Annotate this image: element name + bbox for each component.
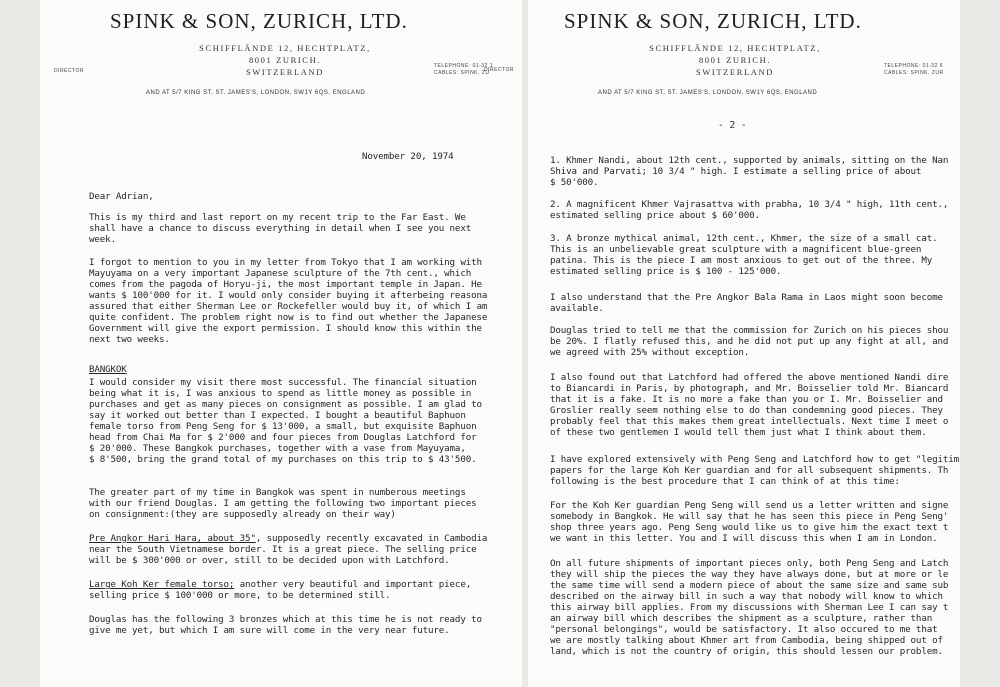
paragraph-line: that it is a fake. It is no more a fake than you or I. Mr. Boisselier and xyxy=(550,394,943,405)
item-line: estimated selling price about $ 60'000. xyxy=(550,210,760,221)
salutation: Dear Adrian, xyxy=(89,191,154,202)
letter-page-1 xyxy=(40,0,522,687)
letterhead-firm-name: SPINK & SON, ZURICH, LTD. xyxy=(110,9,408,33)
paragraph-line: we agreed with 25% without exception. xyxy=(550,347,750,358)
paragraph-line: I also understand that the Pre Angkor Bala Rama in Laos might soon become xyxy=(550,292,943,303)
paragraph-line: to Biancardi in Paris, by photograph, and Mr. Boisselier told Mr. Biancard xyxy=(550,383,949,394)
item-line: patina. This is the piece I am most anxious to get out of the three. My xyxy=(550,255,933,266)
paragraph-line: papers for the large Koh Ker guardian and for all subsequent shipments. Th xyxy=(550,465,949,476)
letterhead-address-1: SCHIFFLÄNDE 12, HECHTPLATZ, xyxy=(199,43,371,53)
item2-line xyxy=(89,579,471,590)
paragraph-line: we want in this letter. You and I will discuss this when I am in London. xyxy=(550,533,938,544)
letter-date: November 20, 1974 xyxy=(362,151,454,162)
para2-line: I forgot to mention to you in my letter from Tokyo that I am working with xyxy=(89,257,482,268)
item-line: 1. Khmer Nandi, about 12th cent., supported by animals, sitting on the Nan xyxy=(550,155,949,166)
para3-line: purchases and get as many pieces on consignment as possible. I am glad to xyxy=(89,399,482,410)
paragraph-line: Douglas tried to tell me that the commission for Zurich on his pieces shou xyxy=(550,325,949,336)
paragraph-line: somebody in Bangkok. He will say that he has seen this piece in Peng Seng' xyxy=(550,511,949,522)
para5-line: give me yet, but which I am sure will come in the very near future. xyxy=(89,625,450,636)
paragraph-line: following is the best procedure that I can think of at this time: xyxy=(550,476,900,487)
paragraph-line: shop three years ago. Peng Seng would like us to give him the exact text t xyxy=(550,522,949,533)
item2-rest: another very beautiful and important piece, xyxy=(234,579,472,590)
paragraph-line: "personal belongings", would be satisfactory. It also occured to me that xyxy=(550,624,938,635)
para5-line: Douglas has the following 3 bronzes which at this time he is not ready to xyxy=(89,614,482,625)
para2-line: Government will give the export permission. I should know this within the xyxy=(89,323,482,334)
para2-line: assured that either Sherman Lee or Rockefeller would buy it, of which I am xyxy=(89,301,488,312)
letterhead-address-1: SCHIFFLÄNDE 12, HECHTPLATZ, xyxy=(649,43,821,53)
para2-line: comes from the pagoda of Horyu-ji, the most important temple in Japan. He xyxy=(89,279,482,290)
item-line: $ 50'000. xyxy=(550,177,599,188)
paragraph-line: we are mostly talking about Khmer art from Cambodia, being shipped out of xyxy=(550,635,943,646)
letterhead-address-3: SWITZERLAND xyxy=(695,67,775,77)
para2-line: next two weeks. xyxy=(89,334,170,345)
item-line: 2. A magnificent Khmer Vajrasattva with prabha, 10 3/4 " high, 11th cent., xyxy=(550,199,949,210)
para4-line: The greater part of my time in Bangkok was spent in numberous meetings xyxy=(89,487,466,498)
letterhead-address-3: SWITZERLAND xyxy=(245,67,325,77)
page-number: - 2 - xyxy=(718,120,747,131)
paragraph-line: they will ship the pieces the way they have always done, but at more or le xyxy=(550,569,949,580)
para2-line: Mayuyama on a very important Japanese sculpture of the 7th cent., which xyxy=(89,268,472,279)
item-line: 3. A bronze mythical animal, 12th cent., Khmer, the size of a small cat. xyxy=(550,233,938,244)
item1-line: will be $ 300'000 or over, still to be decided upon with Latchford. xyxy=(89,555,450,566)
letterhead-address-2: 8001 ZURICH. xyxy=(698,55,772,65)
paragraph-line: available. xyxy=(550,303,604,314)
para3-line: say it worked out better than I expected. I bought a beautiful Baphuon xyxy=(89,410,466,421)
paragraph-line: described on the airway bill in such a way that nobody will know to which xyxy=(550,591,943,602)
item-line: estimated selling price is $ 100 - 125'000. xyxy=(550,266,782,277)
paragraph-line: the same time will send a modern piece of about the same size and same sub xyxy=(550,580,949,591)
para1-line: This is my third and last report on my recent trip to the Far East. We xyxy=(89,212,466,223)
paragraph-line: this airway bill applies. From my discussions with Sherman Lee I can say t xyxy=(550,602,949,613)
director-label-right: DIRECTOR xyxy=(484,67,515,73)
telephone: TELEPHONE: 01-32 6 xyxy=(884,63,944,69)
para1-line: shall have a chance to discuss everything in detail when I see you next xyxy=(89,223,472,234)
director-label: DIRECTOR xyxy=(54,68,85,74)
paragraph-line: an airway bill which describes the shipment as a sculpture, rather than xyxy=(550,613,933,624)
letterhead-address-2: 8001 ZURICH. xyxy=(248,55,322,65)
london-address: AND AT 5/7 KING ST, ST. JAMES'S, LONDON, SW1Y 6QS, ENGLAND xyxy=(146,90,366,96)
item1-rest: , supposedly recently excavated in Cambodia xyxy=(255,533,488,544)
paragraph-line: Groslier really seem nothing else to do than condemning good pieces. They xyxy=(550,405,943,416)
letter-page-2 xyxy=(528,0,960,687)
para2-line: wants $ 100'000 for it. I would only consider buying it afterbeing reasona xyxy=(89,290,488,301)
para1-line: week. xyxy=(89,234,116,245)
para3-line: I would consider my visit there most successful. The financial situation xyxy=(89,377,477,388)
paragraph-line: On all future shipments of important pieces only, both Peng Seng and Latch xyxy=(550,558,949,569)
paragraph-line: probably feel that this makes them great intellectuals. Next time I meet o xyxy=(550,416,949,427)
para3-line: head from Chai Ma for $ 2'000 and four pieces from Douglas Latchford for xyxy=(89,432,477,443)
para3-line: $ 8'500, bring the grand total of my purchases on this trip to $ 43'500. xyxy=(89,454,477,465)
letterhead-firm-name: SPINK & SON, ZURICH, LTD. xyxy=(564,9,862,33)
paragraph-line: of these two gentlemen I would tell them just what I think about them. xyxy=(550,427,927,438)
para3-line: $ 20'000. These Bangkok purchases, together with a vase from Mayuyama, xyxy=(89,443,466,454)
paragraph-line: land, which is not the country of origin, this should lessen our problem. xyxy=(550,646,943,657)
paragraph-line: I also found out that Latchford had offered the above mentioned Nandi dire xyxy=(550,372,949,383)
item1-line xyxy=(89,533,487,544)
para3-line: female torso from Peng Seng for $ 13'000, a small, but exquisite Baphuon xyxy=(89,421,477,432)
heading-bangkok: BANGKOK xyxy=(89,364,127,375)
para3-line: being what it is, I was anxious to spend as little money as possible in xyxy=(89,388,472,399)
para2-line: quite confident. The problem right now is to find out whether the Japanese xyxy=(89,312,488,323)
cables: CABLES: SPINK, ZUR xyxy=(884,70,944,76)
london-address: AND AT 5/7 KING ST, ST. JAMES'S, LONDON, SW1Y 6QS, ENGLAND xyxy=(598,90,818,96)
item2-title: Large Koh Ker female torso; xyxy=(89,579,235,590)
item1-title: Pre Angkor Hari Hara, about 35" xyxy=(89,533,256,544)
paragraph-line: I have explored extensively with Peng Seng and Latchford how to get "legitim xyxy=(550,454,959,465)
item-line: This is an unbelievable great sculpture with a magnificent blue-green xyxy=(550,244,922,255)
item2-line: selling price $ 100'000 or more, to be determined still. xyxy=(89,590,391,601)
telephone: TELEPHONE: 01-32 1 xyxy=(434,63,494,69)
para4-line: with our friend Douglas. I am getting the following two important pieces xyxy=(89,498,477,509)
item1-line: near the South Vietnamese border. It is a great piece. The selling price xyxy=(89,544,477,555)
paragraph-line: be 20%. I flatly refused this, and he did not put up any fight at all, and xyxy=(550,336,949,347)
paragraph-line: For the Koh Ker guardian Peng Seng will send us a letter written and signe xyxy=(550,500,949,511)
item-line: Shiva and Parvati; 10 3/4 " high. I estimate a selling price of about xyxy=(550,166,922,177)
para4-line: on consignment:(they are supposedly already on their way) xyxy=(89,509,396,520)
cables: CABLES: SPINK, ZU xyxy=(434,70,490,76)
